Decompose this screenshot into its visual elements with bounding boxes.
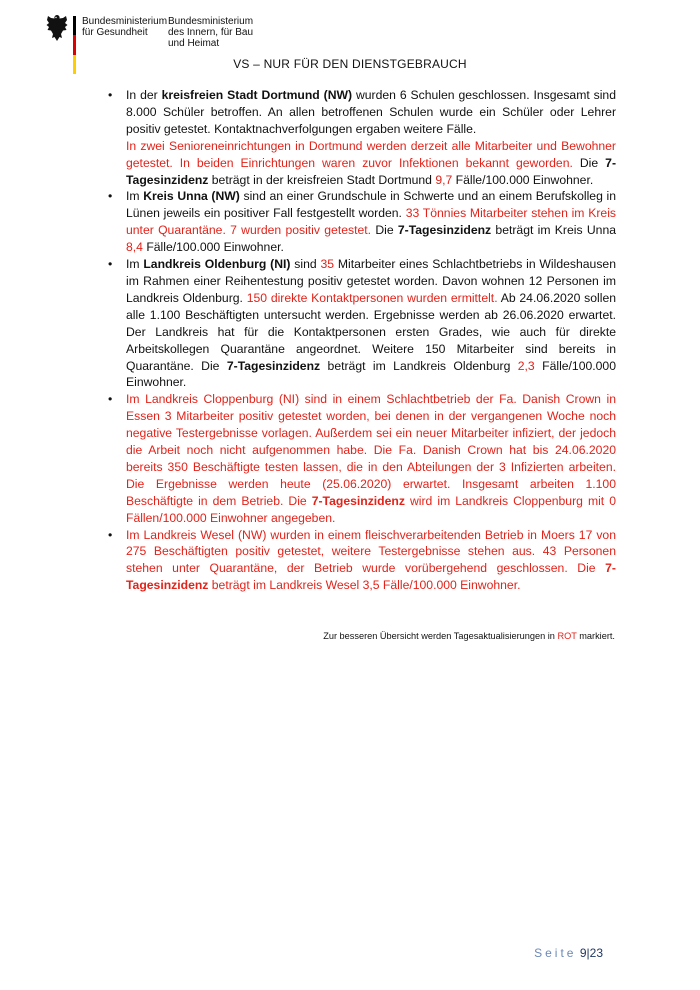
bullet-marker: • bbox=[108, 88, 113, 102]
current-page: 9 bbox=[579, 946, 587, 960]
bullet-marker: • bbox=[108, 527, 113, 542]
bullet-item-unna: • Im Kreis Unna (NW) sind an einer Grundschule in Schwerte und an einem Berufskolleg in Lünen jeweils ein positiver Fall festgestellt worden. 33 Tönnies Mitarbeiter stehen im Kreis unter Quarantäne. 7 wurden positiv getestet. Die 7-Tagesinzidenz beträgt im Kreis Unna 8,4 Fälle/100.000 Einwohner. bbox=[108, 189, 616, 255]
bullet-marker: • bbox=[108, 189, 113, 204]
bullet-item-wesel: • Im Landkreis Wesel (NW) wurden in einem fleischverarbeitenden Betrieb in Moers 17 von 275 Beschäftigten positiv getestet, weitere Testergebnisse stehen aus. 43 Personen stehen unter Quarantäne, der Betrieb wurde vorübergehend geschlossen. Die 7-Tagesinzidenz beträgt im Landkreis Wesel 3,5 Fälle/100.000 Einwohner. bbox=[108, 527, 616, 593]
bullet-marker: • bbox=[108, 257, 113, 272]
federal-eagle-icon bbox=[46, 14, 68, 42]
bullet-item-dortmund: • In der kreisfreien Stadt Dortmund (NW) wurden 6 Schulen geschlossen. Insgesamt sind 8.000 Schüler betroffen. An allen betroffenen Schulen wurde ein Schüler oder Lehrer positiv getestet. Kontaktnachverfolgungen ergaben weitere Fälle. In zwei Senioreneinrichtungen in Dortmund werden derzeit alle Mitarbeiter und Bewohner getestet. In beiden Einrichtungen waren zuvor Infektionen bekannt geworden. Die 7-Tagesinzidenz beträgt in der kreisfreien Stadt Dortmund 9,7 Fälle/100.000 Einwohner. bbox=[108, 88, 617, 187]
bullet-item-cloppenburg: • Im Landkreis Cloppenburg (NI) sind in einem Schlachtbetrieb der Fa. Danish Crown in Essen 3 Mitarbeiter positiv getestet worden, bei denen in der vergangenen Woche noch negative Testergebnisse vorlagen. Außerdem sei ein neuer Mitarbeiter infiziert, der jedoch die Arbeit noch nicht aufgenommen habe. Die Fa. Danish Crown hat bis 24.06.2020 bereits 350 Beschäftigte testen lassen, die in den Abteilungen der 3 Infizierten arbeiten. Die Ergebnisse werden heute (25.06.2020) erwartet. Insgesamt arbeiten 1.100 Beschäftigte in dem Betrieb. Die 7-Tagesinzidenz wird im Landkreis Cloppenburg mit 0 Fällen/100.000 Einwohner angegeben. bbox=[108, 392, 616, 525]
classification-label: VS – NUR FÜR DEN DIENSTGEBRAUCH bbox=[233, 57, 467, 71]
flag-red-stripe bbox=[73, 35, 76, 54]
flag-black-stripe bbox=[73, 16, 76, 35]
bullet-item-oldenburg: • Im Landkreis Oldenburg (NI) sind 35 Mitarbeiter eines Schlachtbetriebs in Wildeshausen im Rahmen einer Reihentestung positiv getestet worden. Davon wohnen 12 Personen im Landkreis Oldenburg. 150 direkte Kontaktpersonen wurden ermittelt. Ab 24.06.2020 sollen alle 1.100 Beschäftigten untersucht werden. Ergebnisse werden ab 26.06.2020 erwartet. Der Landkreis hat für die Kontaktpersonen ersten Grades, wie auch für direkte Arbeitskollegen Quarantäne angeordnet. Weitere 150 Mitarbeiter sind bereits in Quarantäne. Die 7-Tagesinzidenz beträgt im Landkreis Oldenburg 2,3 Fälle/100.000 Einwohner. bbox=[108, 257, 617, 390]
page-label: Seite bbox=[534, 946, 577, 960]
ministry-health-name: Bundesministerium für Gesundheit bbox=[82, 16, 168, 38]
update-note: Zur besseren Übersicht werden Tagesaktualisierungen in ROT markiert. bbox=[323, 631, 615, 641]
ministry-interior-name: Bundesministerium des Innern, für Bau und Heimat bbox=[168, 16, 254, 49]
page-separator: | bbox=[586, 946, 590, 960]
page-number bbox=[534, 946, 603, 960]
total-pages: 23 bbox=[589, 946, 603, 960]
document-body bbox=[105, 87, 616, 594]
bullet-list bbox=[105, 87, 616, 594]
bullet-marker: • bbox=[108, 392, 113, 407]
